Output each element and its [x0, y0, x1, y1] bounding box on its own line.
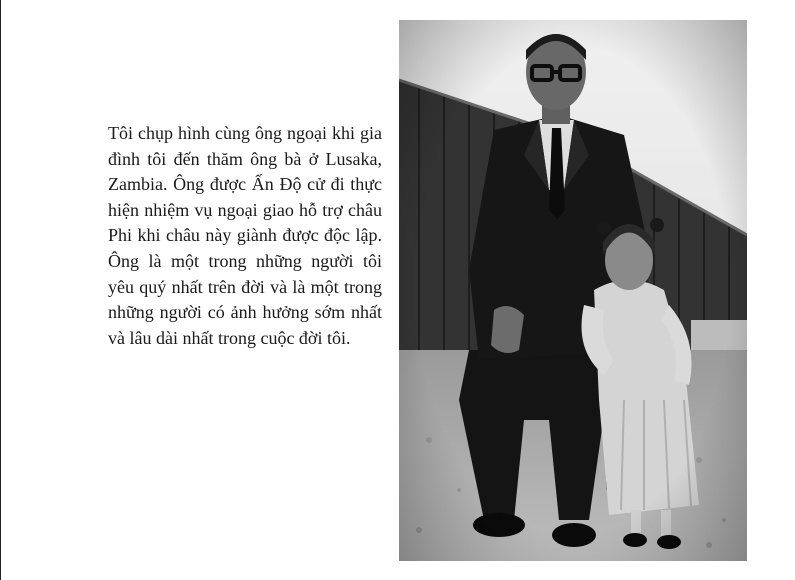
page-left-edge — [0, 0, 1, 580]
family-photo — [399, 20, 747, 561]
photo-drawing — [399, 20, 747, 561]
photo-vignette — [399, 20, 747, 561]
photo-caption: Tôi chụp hình cùng ông ngoại khi gia đình tôi đến thăm ông bà ở Lusaka, Zambia. Ông được Ấn Độ cử đi thực hiện nhiệm vụ ngoại giao hỗ trợ châu Phi khi châu này giành được độc lập. Ông là một trong những người tôi yêu quý nhất trên đời và là một trong những người có ảnh hưởng sớm nhất và lâu dài nhất trong cuộc đời tôi. — [108, 123, 382, 348]
